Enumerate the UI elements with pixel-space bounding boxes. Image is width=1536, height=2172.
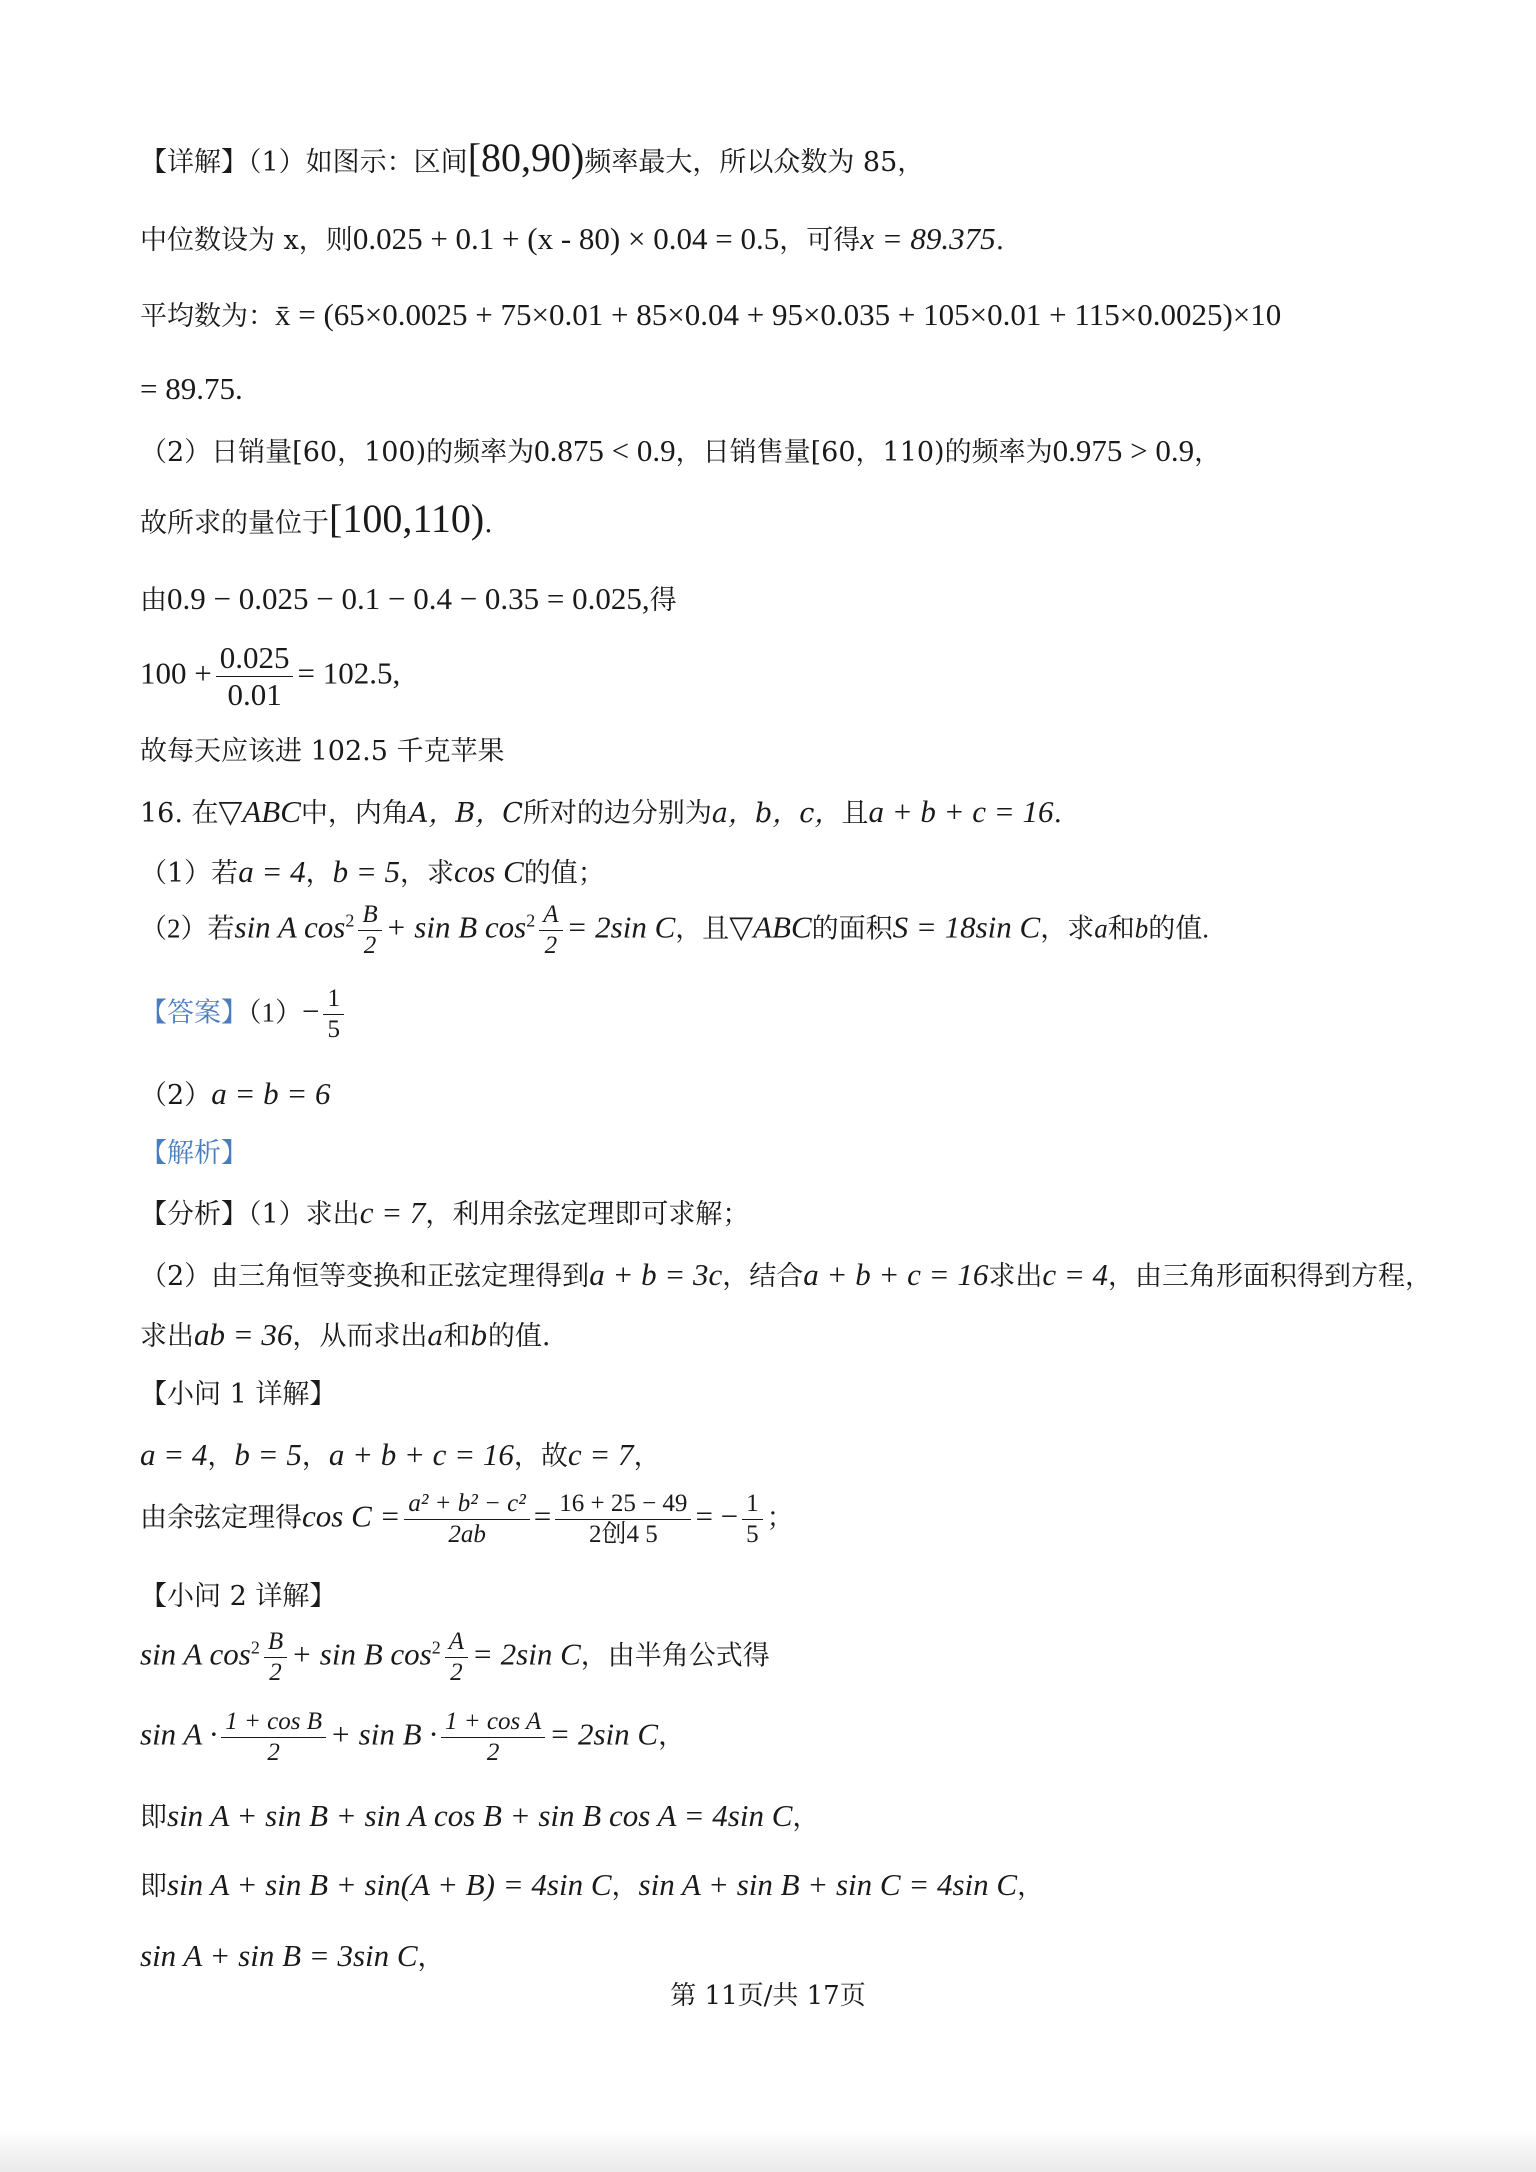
detail-line-1 bbox=[140, 135, 925, 182]
s1-b-value: b = 5 bbox=[234, 1437, 302, 1472]
question-16-part-2 bbox=[140, 900, 1209, 961]
subquestion-2-tag: 【小问 2 详解】 bbox=[140, 1581, 337, 1612]
q16-2-term2: + sin B cos bbox=[385, 909, 527, 945]
q16-sum-expr: a + b + c = 16 bbox=[868, 794, 1054, 829]
q16-2-rhs: = 2sin C bbox=[566, 909, 676, 945]
s1l2-frac3-den: 5 bbox=[746, 1521, 759, 1548]
fenxi3-text-e: 和 bbox=[443, 1321, 471, 1352]
q16-sides: a，b，c， bbox=[711, 798, 842, 829]
s2l1-term2: + sin B cos bbox=[291, 1636, 432, 1672]
s2l2-frac2-num: 1 + cos A bbox=[441, 1707, 545, 1738]
sales-expr-b: 0.875 < 0.9 bbox=[534, 433, 676, 468]
s2l2-frac1 bbox=[221, 1707, 326, 1768]
median-end: . bbox=[995, 225, 1005, 256]
sub1-line-1 bbox=[140, 1436, 661, 1476]
q16-angles: A，B，C bbox=[408, 798, 523, 829]
s2l2-frac1-num: 1 + cos B bbox=[221, 1707, 326, 1738]
fenxi2-text-e: 求出 bbox=[988, 1261, 1043, 1292]
q16-2-text-a: （2）若 bbox=[140, 913, 235, 944]
s2l1-rhs: = 2sin C bbox=[472, 1636, 581, 1672]
q16-2-frac2-den: 2 bbox=[544, 932, 558, 959]
subquestion-2-tag-line bbox=[140, 1578, 336, 1616]
q16-2-area: S = 18sin C bbox=[892, 909, 1041, 945]
fenxi2-expr-d: a + b + c = 16 bbox=[803, 1257, 989, 1292]
s1-sep1: ， bbox=[207, 1441, 235, 1472]
q16-num: 16. 在 bbox=[140, 798, 219, 829]
fenxi3-text-c: ，从而求出 bbox=[292, 1321, 428, 1352]
q16-text-d: 所对的边分别为 bbox=[522, 798, 712, 829]
fenxi3-expr: ab = 36 bbox=[194, 1317, 293, 1352]
located-end: . bbox=[484, 508, 493, 539]
q16-2-triangle: ▽ABC bbox=[729, 909, 812, 945]
s1l2-frac1 bbox=[404, 1489, 529, 1550]
s1l2-frac2-den: 2创4 5 bbox=[588, 1521, 658, 1548]
difference-text: 由 bbox=[140, 585, 167, 616]
difference-line bbox=[140, 580, 677, 620]
fenxi2-text-c: ，结合 bbox=[722, 1261, 804, 1292]
s2l5-expr: sin A + sin B = 3sin C bbox=[140, 1938, 418, 1973]
s1l2-cos: cos C = bbox=[302, 1498, 401, 1534]
fraction bbox=[216, 640, 294, 713]
s2l2-frac2 bbox=[441, 1707, 545, 1768]
s2l2-frac1-den: 2 bbox=[267, 1739, 280, 1766]
median-text: 中位数设为 x，则 bbox=[140, 225, 353, 256]
s1l2-frac3 bbox=[742, 1489, 763, 1550]
q16-2-var-a: a bbox=[1094, 913, 1108, 944]
s2l2-term2: + sin B · bbox=[329, 1716, 438, 1752]
s2l4-expr1: sin A + sin B + sin(A + B) = 4sin C bbox=[167, 1867, 612, 1902]
question-16-part-1 bbox=[140, 853, 605, 893]
fenxi-line-2 bbox=[140, 1256, 1432, 1296]
mean-text: 平均数为： bbox=[140, 301, 275, 332]
s2l3-end: ， bbox=[792, 1802, 820, 1833]
q16-2-end: 的值. bbox=[1148, 913, 1209, 944]
conclusion-line bbox=[140, 733, 504, 771]
located-text: 故所求的量位于 bbox=[140, 508, 329, 539]
q16-end: . bbox=[1053, 798, 1063, 829]
s2l1-frac2 bbox=[445, 1627, 468, 1688]
sales-text-e: ， bbox=[1194, 437, 1222, 468]
subquestion-1-tag-line bbox=[140, 1376, 336, 1414]
q16-2-text-m: 和 bbox=[1107, 913, 1135, 944]
median-line bbox=[140, 220, 1004, 260]
fenxi-line-1 bbox=[140, 1194, 749, 1234]
s2l1-sup2: 2 bbox=[431, 1637, 441, 1658]
mean-result: = 89.75. bbox=[140, 371, 243, 406]
sales-text-a: （2）日销量[60，100)的频率为 bbox=[140, 437, 535, 468]
q16-2-frac1-num: B bbox=[358, 900, 381, 931]
question-16 bbox=[140, 793, 1062, 833]
q16-2-frac1-den: 2 bbox=[363, 932, 377, 959]
s1-c-value: c = 7 bbox=[567, 1437, 634, 1472]
s2l2-rhs: = 2sin C bbox=[549, 1716, 659, 1752]
s2l5-end: ， bbox=[417, 1942, 445, 1973]
difference-expr: 0.9 − 0.025 − 0.1 − 0.4 − 0.35 = 0.025, bbox=[167, 581, 650, 616]
s1-text-f: ，故 bbox=[513, 1441, 568, 1472]
q16-2-sup2: 2 bbox=[526, 910, 536, 931]
s2l2-end: ， bbox=[658, 1720, 686, 1751]
mean-expr: x̄ = (65×0.0025 + 75×0.01 + 85×0.04 + 95×0.035 + 105×0.01 + 115×0.0025)×10 bbox=[275, 297, 1282, 332]
s1l2-frac3-num: 1 bbox=[742, 1489, 763, 1520]
analysis-tag-line bbox=[140, 1135, 248, 1173]
bottom-shadow bbox=[0, 2130, 1536, 2172]
answer2-expr: a = b = 6 bbox=[211, 1076, 331, 1111]
sub2-line-5 bbox=[140, 1937, 445, 1977]
page-number: 第 11页/共 17页 bbox=[670, 1981, 866, 2011]
q16-2-frac2-num: A bbox=[539, 900, 562, 931]
q16-1-text-e: ，求 bbox=[400, 858, 455, 889]
fenxi-c-value: c = 7 bbox=[359, 1195, 426, 1230]
fenxi2-text-g: ，由三角形面积得到方程， bbox=[1108, 1261, 1433, 1292]
s2l4-sep: ， bbox=[611, 1871, 639, 1902]
answer-fraction bbox=[323, 984, 344, 1045]
median-mid: ，可得 bbox=[779, 225, 861, 256]
conclusion-text: 故每天应该进 102.5 千克苹果 bbox=[140, 736, 505, 767]
s1l2-frac1-den: 2ab bbox=[448, 1521, 486, 1548]
located-line bbox=[140, 496, 493, 543]
s1-end: ， bbox=[633, 1441, 661, 1472]
s1l2-frac2-num: 16 + 25 − 49 bbox=[555, 1489, 691, 1520]
s1-sep2: ， bbox=[301, 1441, 329, 1472]
mean-result-line bbox=[140, 370, 243, 410]
q16-1-a-value: a = 4 bbox=[238, 854, 306, 889]
fraction-denominator: 0.01 bbox=[227, 677, 282, 712]
median-expr: 0.025 + 0.1 + (x - 80) × 0.04 = 0.5 bbox=[352, 221, 780, 256]
s2l1-term1: sin A cos bbox=[140, 1636, 251, 1672]
fenxi2-text-a: （2）由三角恒等变换和正弦定理得到 bbox=[140, 1261, 590, 1292]
fraction-numerator: 0.025 bbox=[216, 640, 294, 677]
located-expr: [100,110) bbox=[329, 496, 485, 541]
answer-sign: − bbox=[302, 993, 320, 1029]
sub2-line-1 bbox=[140, 1627, 770, 1688]
q16-2-term1: sin A cos bbox=[234, 909, 346, 945]
s2l1-frac2-den: 2 bbox=[450, 1659, 463, 1686]
fraction-post: = 102.5, bbox=[297, 655, 401, 691]
answer-part-label: （1） bbox=[248, 997, 302, 1028]
s2l1-sup1: 2 bbox=[250, 1637, 260, 1658]
s2l1-frac1-den: 2 bbox=[269, 1659, 282, 1686]
q16-1-b-value: b = 5 bbox=[332, 854, 401, 889]
fenxi3-text-a: 求出 bbox=[140, 1321, 194, 1352]
fenxi3-end: 的值. bbox=[487, 1321, 551, 1352]
answer-fraction-num: 1 bbox=[323, 984, 344, 1015]
fenxi2-expr-f: c = 4 bbox=[1042, 1257, 1109, 1292]
s1l2-eq1: = bbox=[533, 1498, 552, 1534]
s1-a-value: a = 4 bbox=[140, 1437, 208, 1472]
difference-end: 得 bbox=[649, 585, 677, 616]
fenxi3-var-a: a bbox=[427, 1321, 444, 1352]
q16-2-text-k: ，求 bbox=[1040, 913, 1095, 944]
subquestion-1-tag: 【小问 1 详解】 bbox=[140, 1379, 337, 1410]
median-result: x = 89.375 bbox=[860, 221, 996, 256]
s2l3-text: 即 bbox=[140, 1802, 167, 1833]
s2l2-term1: sin A · bbox=[140, 1716, 218, 1752]
q16-2-frac2 bbox=[539, 900, 562, 961]
s1l2-frac2 bbox=[555, 1489, 691, 1550]
s1l2-frac1-num: a² + b² − c² bbox=[404, 1489, 529, 1520]
s1l2-end: ； bbox=[766, 1502, 794, 1533]
fraction-pre: 100 + bbox=[140, 655, 212, 691]
s2l2-frac2-den: 2 bbox=[486, 1739, 500, 1766]
q16-triangle: ▽ABC bbox=[218, 794, 301, 829]
q16-2-frac1 bbox=[358, 900, 381, 961]
s1l2-eq2: = − bbox=[695, 1498, 739, 1534]
sub1-line-2 bbox=[140, 1489, 794, 1550]
answer2-label: （2） bbox=[140, 1080, 212, 1111]
interval-expr: [80,90) bbox=[467, 135, 585, 180]
q16-1-cos: cos C bbox=[454, 854, 524, 889]
q16-text-f: 且 bbox=[841, 798, 869, 829]
s2l4-expr2: sin A + sin B + sin C = 4sin C bbox=[638, 1867, 1018, 1902]
q16-2-var-b: b bbox=[1134, 913, 1149, 944]
fraction-line bbox=[140, 640, 400, 713]
answer-part-2 bbox=[140, 1075, 331, 1115]
sales-expr-d: 0.975 > 0.9 bbox=[1052, 433, 1195, 468]
answer-fraction-den: 5 bbox=[327, 1016, 340, 1043]
detail-tag: 【详解】 bbox=[140, 147, 248, 178]
s2l1-frac2-num: A bbox=[445, 1627, 468, 1658]
s2l1-text: ，由半角公式得 bbox=[580, 1640, 770, 1671]
fenxi-line-3 bbox=[140, 1316, 550, 1356]
detail-text: （1）如图示：区间 bbox=[248, 147, 468, 178]
fenxi3-var-b: b bbox=[470, 1321, 488, 1352]
s2l1-frac1 bbox=[264, 1627, 287, 1688]
s2l3-expr: sin A + sin B + sin A cos B + sin B cos A = 4sin C bbox=[167, 1798, 793, 1833]
answer-part-1 bbox=[140, 984, 348, 1045]
s2l4-text: 即 bbox=[140, 1871, 167, 1902]
q16-2-sup1: 2 bbox=[345, 910, 355, 931]
sales-text-c: ，日销售量[60，110)的频率为 bbox=[675, 437, 1053, 468]
s1l2-text: 由余弦定理得 bbox=[140, 1502, 302, 1533]
fenxi2-expr-b: a + b = 3c bbox=[589, 1257, 723, 1292]
q16-1-end: 的值； bbox=[523, 858, 605, 889]
sales-frequency-line bbox=[140, 432, 1221, 472]
q16-1-text-a: （1）若 bbox=[140, 858, 239, 889]
sub2-line-4 bbox=[140, 1866, 1044, 1906]
mean-line bbox=[140, 296, 1281, 336]
q16-2-text-i: 的面积 bbox=[811, 913, 893, 944]
detail-text-tail: 频率最大，所以众数为 85， bbox=[584, 147, 925, 178]
s2l4-end: ， bbox=[1017, 1871, 1045, 1902]
sub2-line-2 bbox=[140, 1707, 685, 1768]
sub2-line-3 bbox=[140, 1797, 819, 1837]
fenxi-text-c: ，利用余弦定理即可求解； bbox=[425, 1199, 750, 1230]
q16-2-text-g: ，且 bbox=[675, 913, 730, 944]
fenxi-tag: 【分析】 bbox=[140, 1199, 248, 1230]
answer-tag: 【答案】 bbox=[140, 997, 248, 1028]
fenxi-text-a: （1）求出 bbox=[248, 1199, 360, 1230]
q16-text-b: 中，内角 bbox=[300, 798, 409, 829]
analysis-tag: 【解析】 bbox=[140, 1138, 248, 1169]
s2l1-frac1-num: B bbox=[264, 1627, 287, 1658]
s1-sum: a + b + c = 16 bbox=[328, 1437, 514, 1472]
q16-1-sep: ， bbox=[305, 858, 333, 889]
